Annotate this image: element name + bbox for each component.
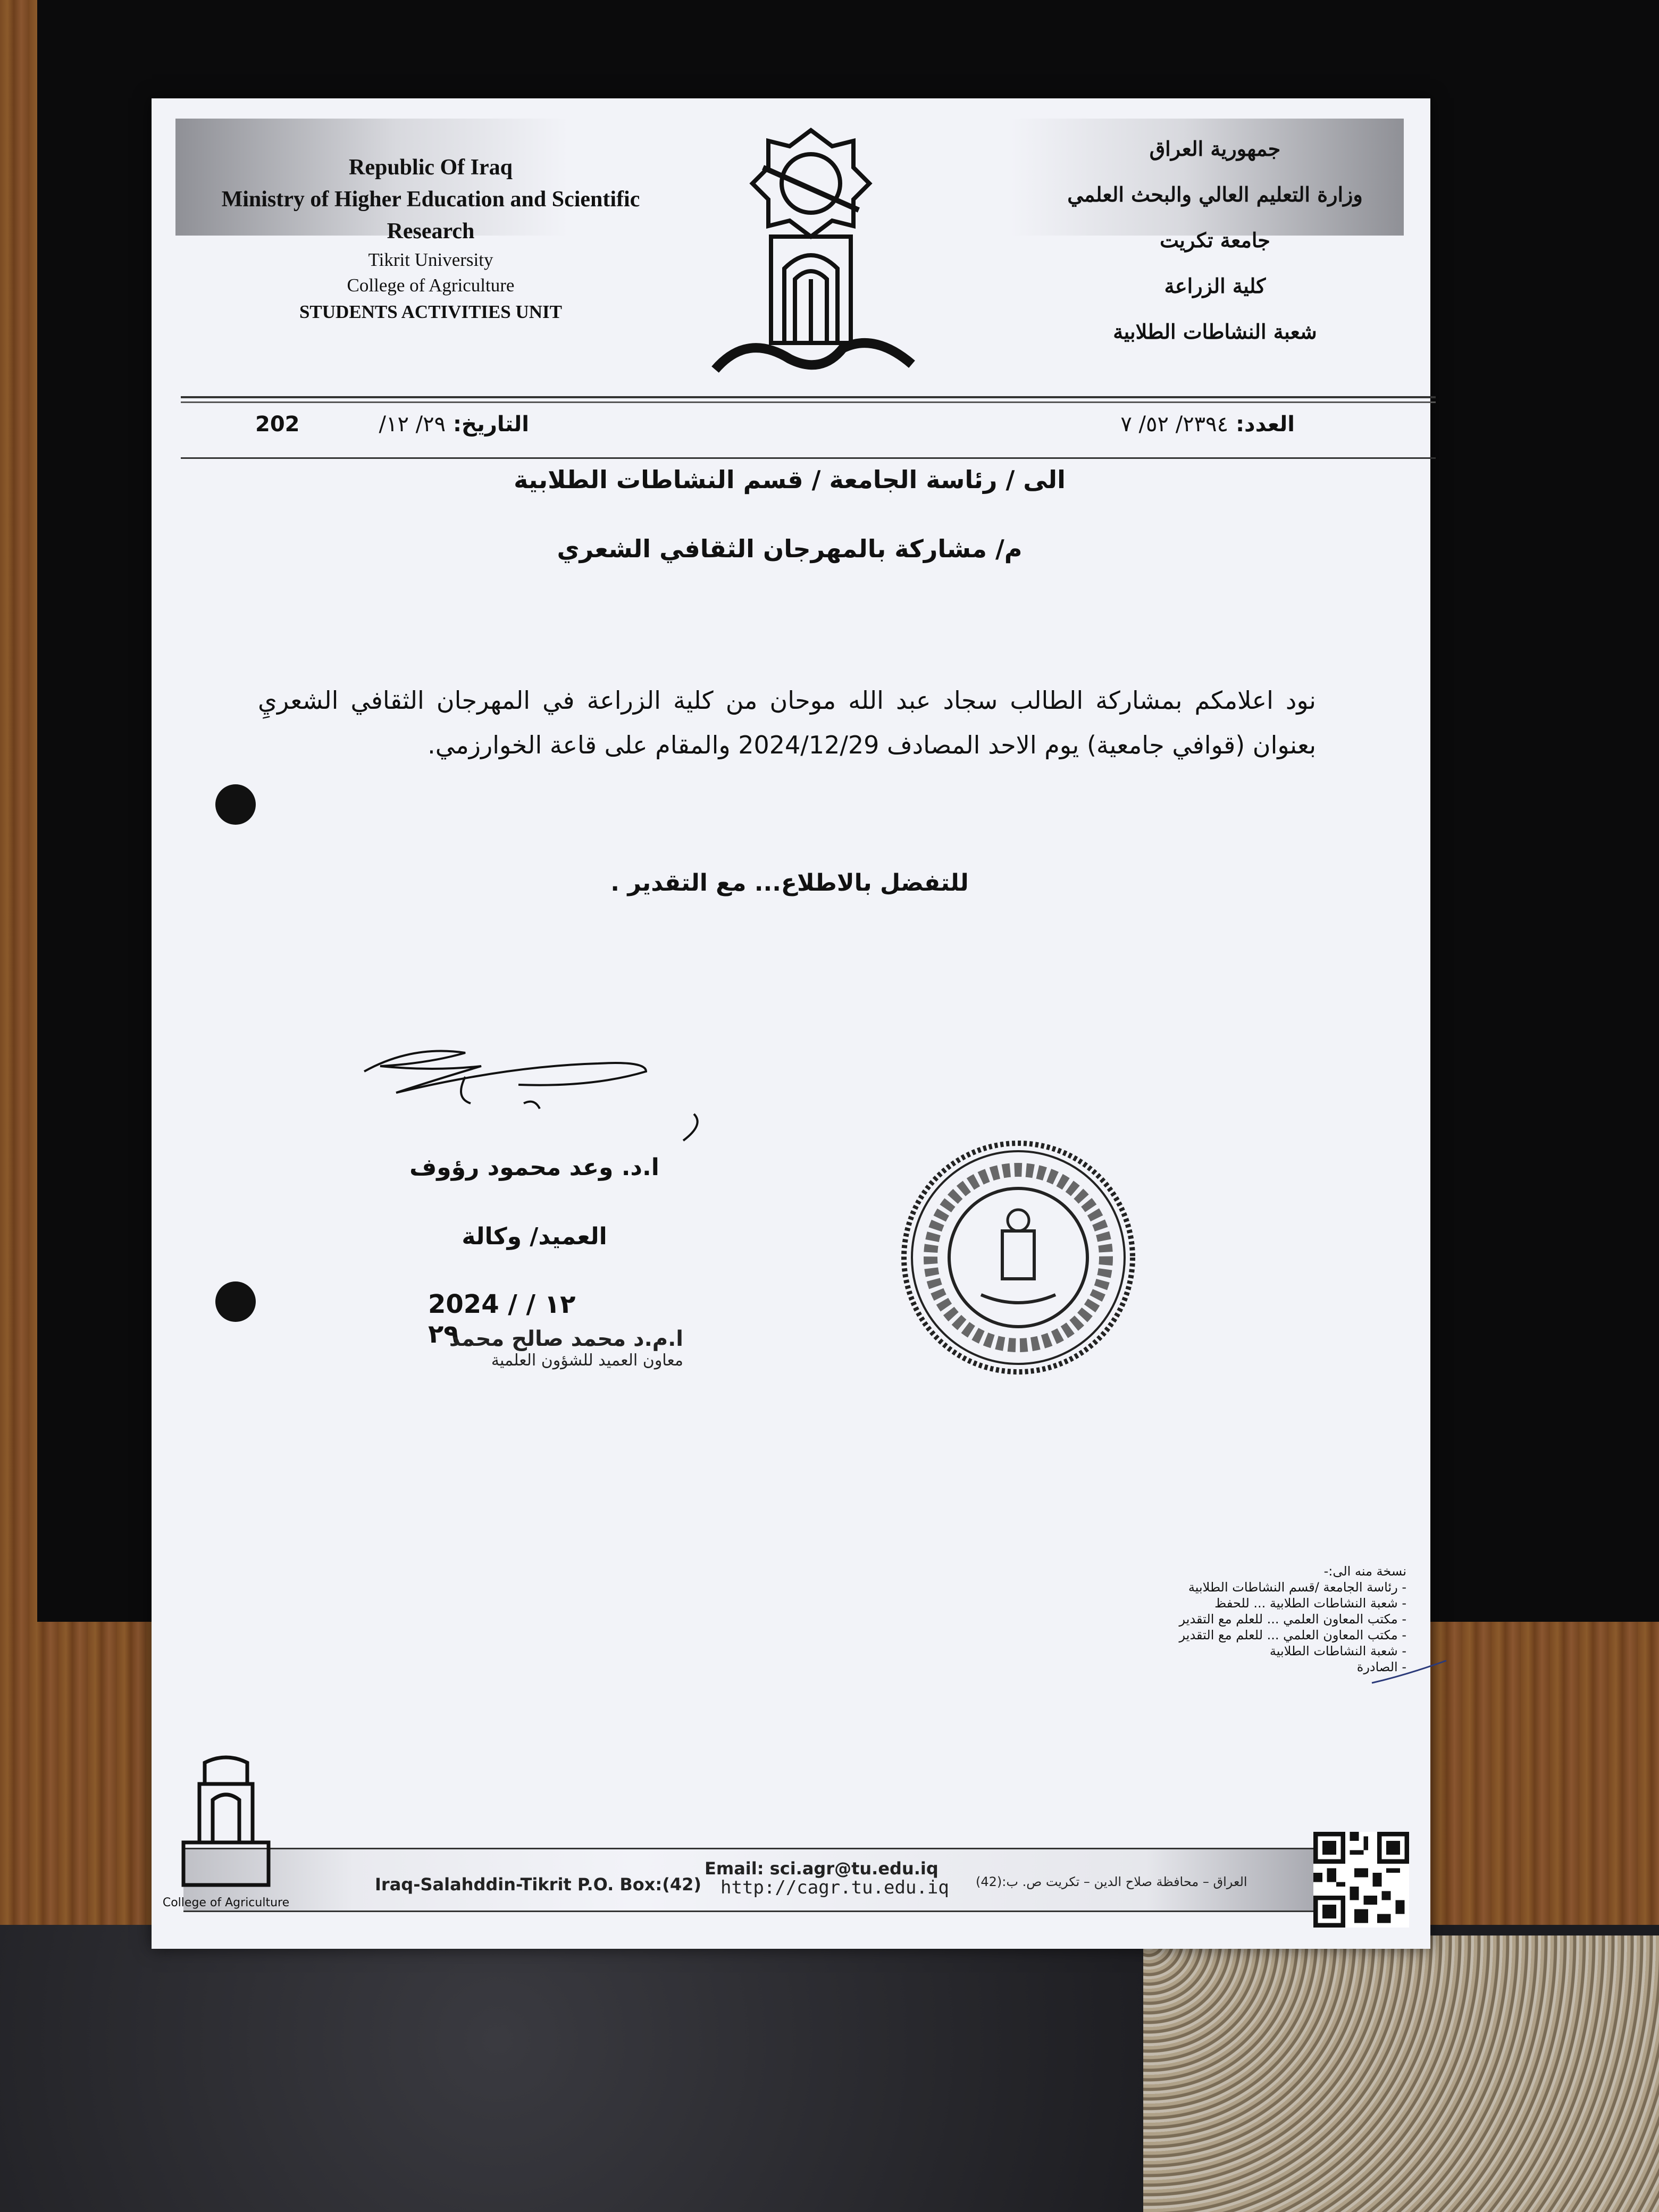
- punch-hole: [215, 784, 256, 825]
- date-field: [338, 412, 529, 437]
- dean-signature: [348, 1034, 752, 1172]
- header-rule: [181, 401, 1436, 403]
- signatory-name: ا.د. وعد محمود رؤوف: [409, 1154, 659, 1181]
- date-value: ٢٩/ ١٢/: [379, 412, 446, 437]
- letter-page: [152, 98, 1430, 1949]
- number-value: ٢٣٩٤/ ٥٢/ ٧: [1120, 412, 1229, 437]
- punch-hole: [215, 1281, 256, 1322]
- letter-body: نود اعلامكم بمشاركة الطالب سجاد عبد الله موحان من كلية الزراعة في المهرجان الثقافي الشعريِ بعنوان (قوافي جامعية) يوم الاحد المصادف 2024/12/29 والمقام على قاعة الخوارزمي.: [258, 686, 1316, 759]
- university-en: Tikrit University: [368, 249, 493, 270]
- arabic-letterhead: [949, 126, 1481, 355]
- college-logo: [162, 1752, 290, 1912]
- unit-ar: شعبة النشاطات الطلابية: [1113, 320, 1317, 343]
- copies-item: - مكتب المعاون العلمي ... للعلم مع التقدير: [1179, 1628, 1406, 1643]
- ministry-en-line1: Ministry of Higher Education and Scientific: [221, 187, 640, 212]
- copies-item: - الصادرة: [1356, 1660, 1406, 1674]
- country-ar: جمهورية العراق: [1149, 137, 1281, 161]
- year-fragment: 202: [255, 412, 300, 437]
- footer-website: http://cagr.tu.edu.iq: [720, 1877, 949, 1898]
- signatory-title: العميد/ وكالة: [462, 1223, 607, 1250]
- terrazzo-floor: [1143, 1936, 1659, 2212]
- ministry-ar: وزارة التعليم العالي والبحث العلمي: [1067, 182, 1363, 206]
- closing-line: للتفضل بالاطلاع... مع التقدير .: [610, 869, 969, 896]
- meta-rule: [181, 457, 1436, 459]
- footer-arabic-address: العراق – محافظة صلاح الدين – تكريت ص. ب:(42): [976, 1874, 1247, 1889]
- assistant-dean-name: ا.م.د محمد صالح محمد: [449, 1327, 683, 1351]
- ministry-en-line2: Research: [387, 219, 475, 244]
- copies-item: - مكتب المعاون العلمي ... للعلم مع التقدير: [1179, 1612, 1406, 1627]
- number-field: [976, 412, 1295, 437]
- copies-item: - شعبة النشاطات الطلابية ... للحفظ: [1214, 1596, 1406, 1611]
- assistant-dean-stamp: [407, 1327, 683, 1370]
- subject-line: م/ مشاركة بالمهرجان الثقافي الشعري: [557, 534, 1023, 563]
- assistant-dean-title: معاون العميد للشؤون العلمية: [491, 1351, 683, 1370]
- unit-en: STUDENTS ACTIVITIES UNIT: [299, 301, 563, 322]
- tikrit-university-logo: [683, 120, 939, 380]
- university-ar: جامعة تكريت: [1160, 228, 1270, 252]
- recipient-line: الى / رئاسة الجامعة / قسم النشاطات الطلابية: [514, 465, 1066, 494]
- footer-email: Email: sci.agr@tu.edu.iq: [705, 1858, 939, 1879]
- signature-date: 2024 / ١٢ / ٢٩: [428, 1289, 576, 1349]
- copies-list: [981, 1563, 1406, 1675]
- english-letterhead: [173, 152, 689, 326]
- date-label: التاريخ:: [453, 412, 529, 437]
- svg-text:College of Agriculture: College of Agriculture: [162, 1896, 290, 1909]
- footer-address: Iraq-Salahddin-Tikrit P.O. Box:(42): [375, 1874, 701, 1895]
- pen-mark: [1369, 1656, 1449, 1688]
- copies-item: - شعبة النشاطات الطلابية: [1269, 1644, 1406, 1658]
- college-ar: كلية الزراعة: [1164, 274, 1266, 298]
- copies-item: - رئاسة الجامعة /قسم النشاطات الطلابية: [1188, 1580, 1406, 1595]
- official-seal: [896, 1135, 1141, 1380]
- copies-heading: نسخة منه الى:-: [1323, 1564, 1406, 1579]
- qr-code: [1313, 1832, 1409, 1928]
- country-en: Republic Of Iraq: [348, 155, 513, 180]
- number-label: العدد:: [1236, 412, 1295, 437]
- college-en: College of Agriculture: [347, 275, 515, 296]
- header-rule: [181, 396, 1436, 398]
